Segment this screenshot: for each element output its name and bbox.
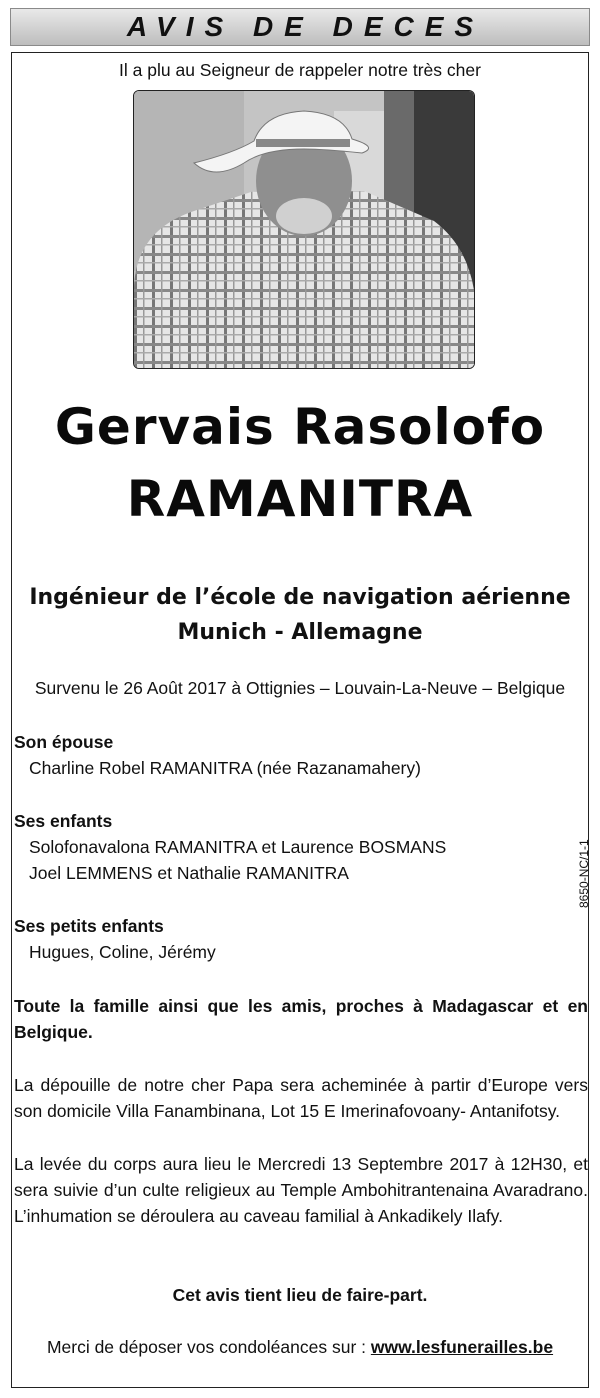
family-paragraph: Toute la famille ainsi que les amis, proches à Madagascar et en Belgique. xyxy=(14,996,588,1042)
condolences-line xyxy=(0,1337,600,1358)
portrait-photo xyxy=(133,90,475,369)
deceased-profession: Ingénieur de l’école de navigation aérienne xyxy=(29,585,571,610)
child-line-2: Joel LEMMENS et Nathalie RAMANITRA xyxy=(29,863,349,883)
notice-banner xyxy=(10,8,590,46)
grandchildren-heading: Ses petits enfants xyxy=(14,916,164,936)
spouse-heading: Son épouse xyxy=(14,732,114,752)
funeral-paragraph: La levée du corps aura lieu le Mercredi 13 Septembre 2017 à 12H30, et sera suivie d’un culte religieux au Temple Ambohitrantenaina Avaradrano. L’inhumation se déroulera au caveau familial à Ankadikely Ilafy. xyxy=(14,1154,588,1226)
condolences-link[interactable]: www.lesfunerailles.be xyxy=(370,1337,554,1357)
deceased-location: Munich - Allemagne xyxy=(177,620,423,645)
faire-part-note: Cet avis tient lieu de faire-part. xyxy=(172,1285,428,1305)
condolences-text: Merci de déposer vos condoléances sur : xyxy=(46,1337,371,1357)
transfer-paragraph: La dépouille de notre cher Papa sera acheminée à partir d’Europe vers son domicile Villa Fanambinana, Lot 15 E Imerinafovoany- Antanifotsy. xyxy=(14,1075,588,1121)
children-heading: Ses enfants xyxy=(14,811,113,831)
deceased-first-names: Gervais Rasolofo xyxy=(54,398,546,456)
child-line-1: Solofonavalona RAMANITRA et Laurence BOSMANS xyxy=(29,837,447,857)
notice-title: AVIS DE DECES xyxy=(126,11,485,42)
intro-text: Il a plu au Seigneur de rappeler notre très cher xyxy=(119,60,481,80)
grandchildren-names: Hugues, Coline, Jérémy xyxy=(29,942,216,962)
deceased-surname: RAMANITRA xyxy=(126,470,474,528)
portrait-image xyxy=(134,91,475,369)
death-notice: Survenu le 26 Août 2017 à Ottignies – Louvain-La-Neuve – Belgique xyxy=(34,678,566,698)
reference-code: 8650-NC/1-1 xyxy=(577,839,591,908)
spouse-name: Charline Robel RAMANITRA (née Razanamahery) xyxy=(29,758,421,778)
